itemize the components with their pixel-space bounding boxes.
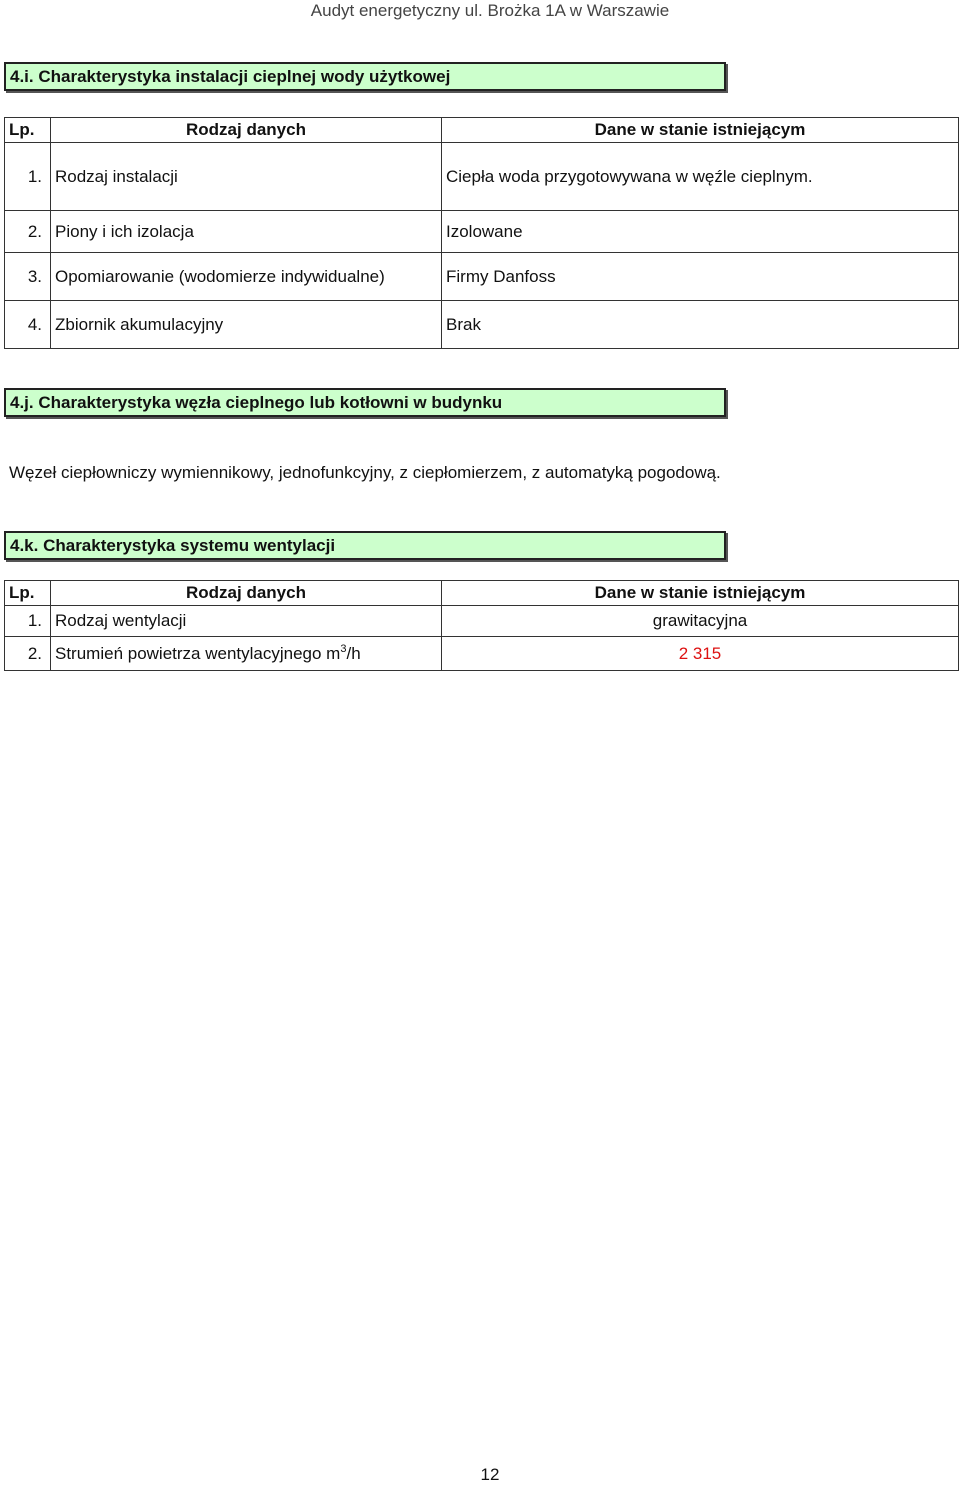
row-type: Piony i ich izolacja [51,211,442,253]
row-value: Firmy Danfoss [442,253,959,301]
row-type [51,637,442,671]
section-title-4i: 4.i. Charakterystyka instalacji cieplnej wody użytkowej [4,62,726,91]
unit-suffix: /h [346,643,361,663]
page-header: Audyt energetyczny ul. Brożka 1A w Warszawie [310,1,670,20]
row-type-text: Strumień powietrza wentylacyjnego m [55,643,341,663]
table-header-row [5,118,959,143]
table-hot-water [4,117,959,349]
unit-superscript: 3 [340,642,347,655]
row-value: Ciepła woda przygotowywana w węźle cieplnym. [442,143,959,211]
heat-node-description: Węzeł ciepłowniczy wymiennikowy, jednofunkcyjny, z ciepłomierzem, z automatyką pogodową. [9,463,721,482]
table-header-row [5,581,959,606]
column-header-lp: Lp. [5,118,51,143]
row-value: 2 315 [442,637,959,671]
table-row [5,637,959,671]
row-value: grawitacyjna [442,606,959,637]
table-row [5,211,959,253]
row-lp: 3. [5,253,51,301]
row-value: Brak [442,301,959,349]
column-header-lp: Lp. [5,581,51,606]
column-header-type: Rodzaj danych [51,581,442,606]
table-ventilation [4,580,959,671]
row-type: Rodzaj wentylacji [51,606,442,637]
row-type: Rodzaj instalacji [51,143,442,211]
row-lp: 1. [5,143,51,211]
row-type: Zbiornik akumulacyjny [51,301,442,349]
row-type: Opomiarowanie (wodomierze indywidualne) [51,253,442,301]
table-row [5,143,959,211]
column-header-type: Rodzaj danych [51,118,442,143]
section-title-4k: 4.k. Charakterystyka systemu wentylacji [4,531,726,560]
column-header-value: Dane w stanie istniejącym [442,118,959,143]
section-title-4j: 4.j. Charakterystyka węzła cieplnego lub kotłowni w budynku [4,388,726,417]
table-row [5,606,959,637]
column-header-value: Dane w stanie istniejącym [442,581,959,606]
row-lp: 2. [5,211,51,253]
row-value: Izolowane [442,211,959,253]
row-lp: 2. [5,637,51,671]
row-lp: 4. [5,301,51,349]
page-number: 12 [480,1465,500,1484]
table-row [5,301,959,349]
table-row [5,253,959,301]
row-lp: 1. [5,606,51,637]
